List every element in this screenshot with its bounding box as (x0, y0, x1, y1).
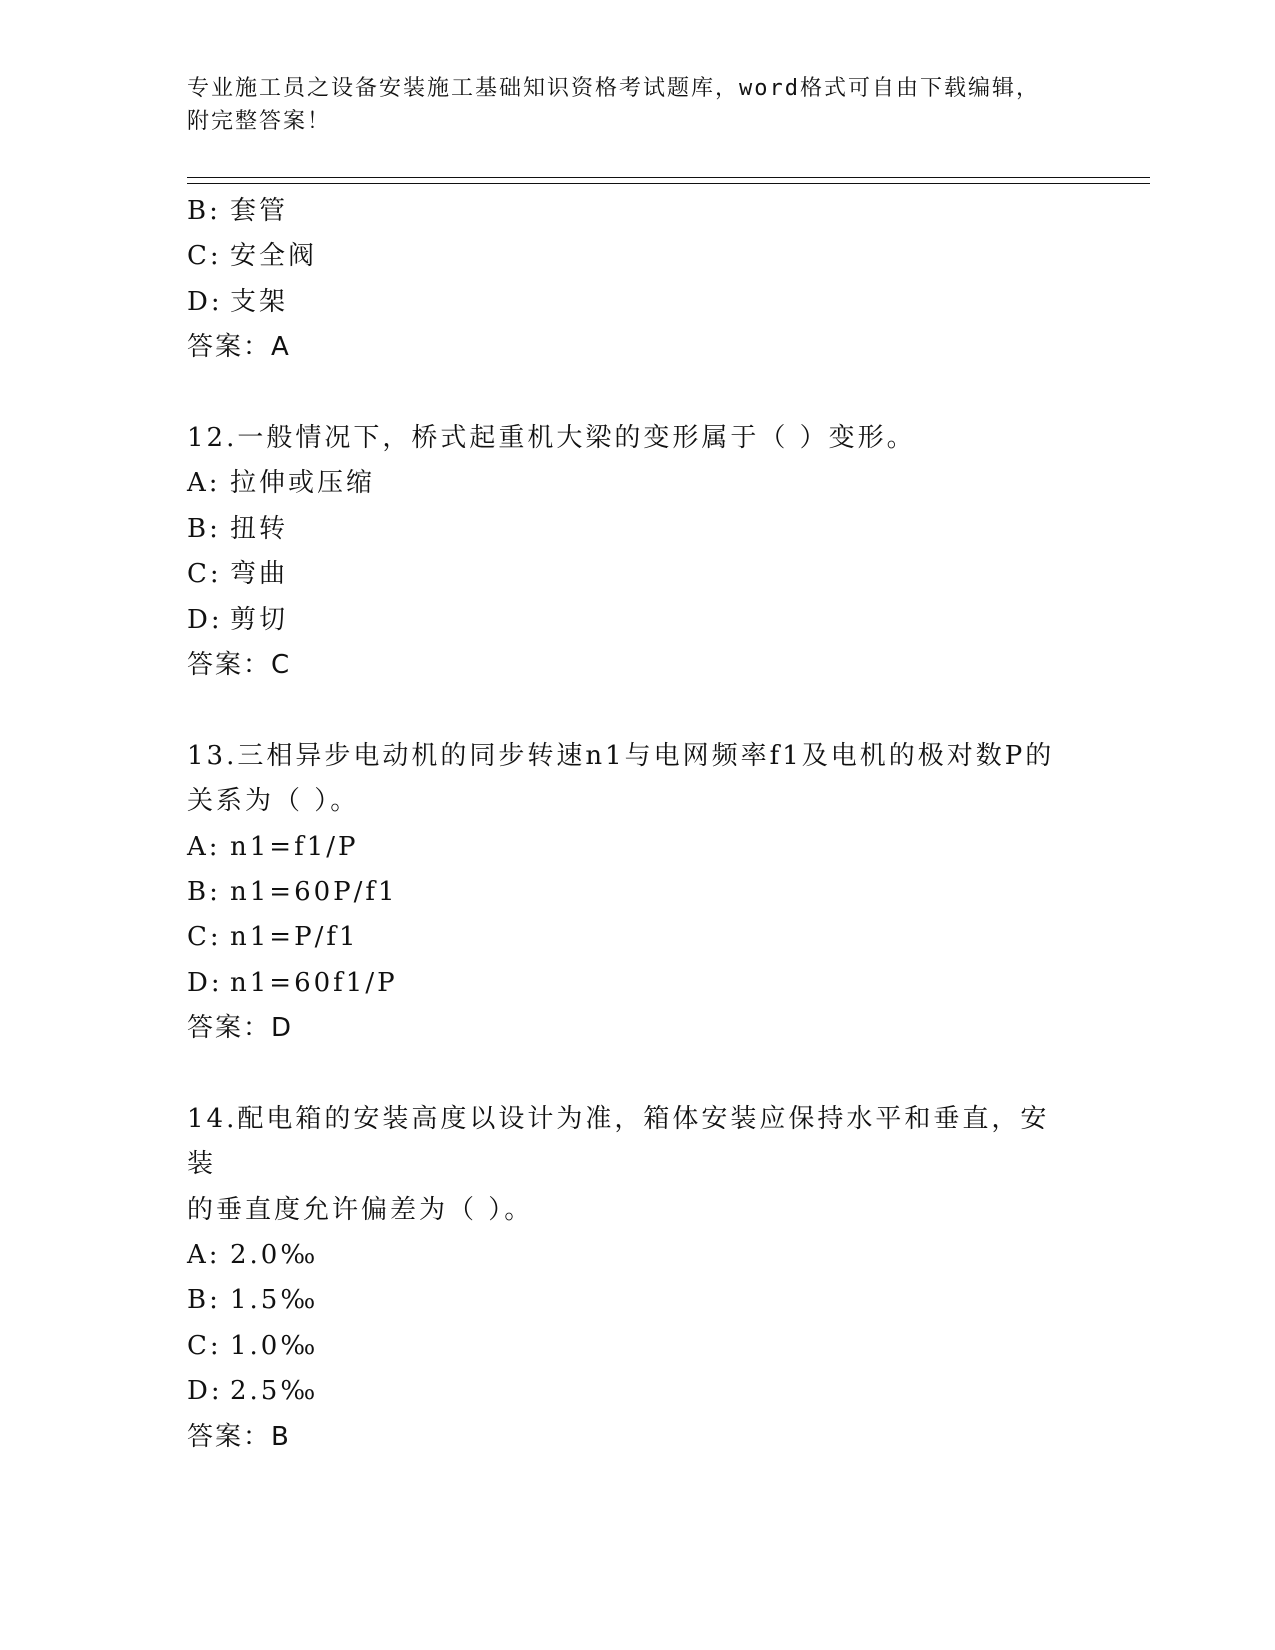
option-b (187, 1278, 1087, 1323)
question-12 (187, 416, 1087, 688)
question-stem-line-1: 13.三相异步电动机的同步转速n1与电网频率f1及电机的极对数P的 (187, 740, 1055, 771)
option-a (187, 825, 1087, 870)
option-text: n1=60f1/P (230, 967, 398, 998)
option-b (187, 189, 1087, 234)
header-divider-top (187, 177, 1150, 178)
question-stem-line-2: 关系为（ ）。 (187, 786, 360, 817)
question-list (187, 189, 1087, 1460)
option-letter: A: (187, 831, 221, 862)
answer-line: 答案：D (187, 1013, 294, 1044)
option-text: 2.0‰ (230, 1240, 319, 1271)
option-letter: A: (187, 468, 221, 499)
option-text: 拉伸或压缩 (230, 468, 376, 499)
option-a (187, 461, 1087, 506)
option-b (187, 870, 1087, 915)
option-d (187, 280, 1087, 325)
option-text: n1=P/f1 (230, 922, 359, 953)
answer-line: 答案：A (187, 332, 291, 363)
option-letter: C: (187, 559, 222, 590)
option-letter: C: (187, 922, 222, 953)
option-text: 安全阀 (230, 241, 318, 272)
option-c (187, 915, 1087, 960)
option-c (187, 1324, 1087, 1369)
document-header (187, 72, 1087, 138)
header-divider-bottom (187, 183, 1150, 184)
option-text: 1.0‰ (230, 1330, 319, 1361)
option-letter: D: (187, 604, 223, 635)
option-d (187, 1369, 1087, 1414)
question-14 (187, 1097, 1087, 1460)
option-text: n1=60P/f1 (230, 876, 398, 907)
option-letter: D: (187, 286, 223, 317)
option-c (187, 234, 1087, 279)
option-text: 2.5‰ (230, 1376, 319, 1407)
option-letter: A: (187, 1240, 221, 1271)
question-13 (187, 734, 1087, 1052)
option-c (187, 552, 1087, 597)
option-text: n1=f1/P (230, 831, 359, 862)
option-d (187, 598, 1087, 643)
option-letter: B: (187, 876, 221, 907)
answer-line: 答案：B (187, 1421, 291, 1452)
option-b (187, 507, 1087, 552)
spacer (187, 1051, 1087, 1096)
option-text: 1.5‰ (230, 1285, 319, 1316)
option-text: 扭转 (230, 513, 289, 544)
option-text: 剪切 (230, 604, 289, 635)
option-a (187, 1233, 1087, 1278)
option-letter: C: (187, 241, 222, 272)
question-stem-line-1: 14.配电箱的安装高度以设计为准，箱体安装应保持水平和垂直，安装 (187, 1103, 1050, 1180)
answer-line: 答案：C (187, 649, 292, 680)
option-text: 弯曲 (230, 559, 289, 590)
option-letter: B: (187, 513, 221, 544)
option-letter: D: (187, 1376, 223, 1407)
question-stem-line-2: 的垂直度允许偏差为（ ）。 (187, 1194, 534, 1225)
header-line-2: 附完整答案！ (187, 109, 332, 134)
question-11-continued (187, 189, 1087, 371)
option-d (187, 961, 1087, 1006)
option-letter: C: (187, 1330, 222, 1361)
option-text: 套管 (230, 196, 289, 226)
spacer (187, 688, 1087, 733)
option-letter: B: (187, 1285, 221, 1316)
header-line-1: 专业施工员之设备安装施工基础知识资格考试题库，word格式可自由下载编辑， (187, 76, 1040, 101)
option-letter: D: (187, 967, 223, 998)
option-letter: B: (187, 196, 221, 226)
question-stem: 12.一般情况下，桥式起重机大梁的变形属于（ ）变形。 (187, 422, 916, 453)
spacer (187, 371, 1087, 416)
option-text: 支架 (230, 286, 289, 317)
